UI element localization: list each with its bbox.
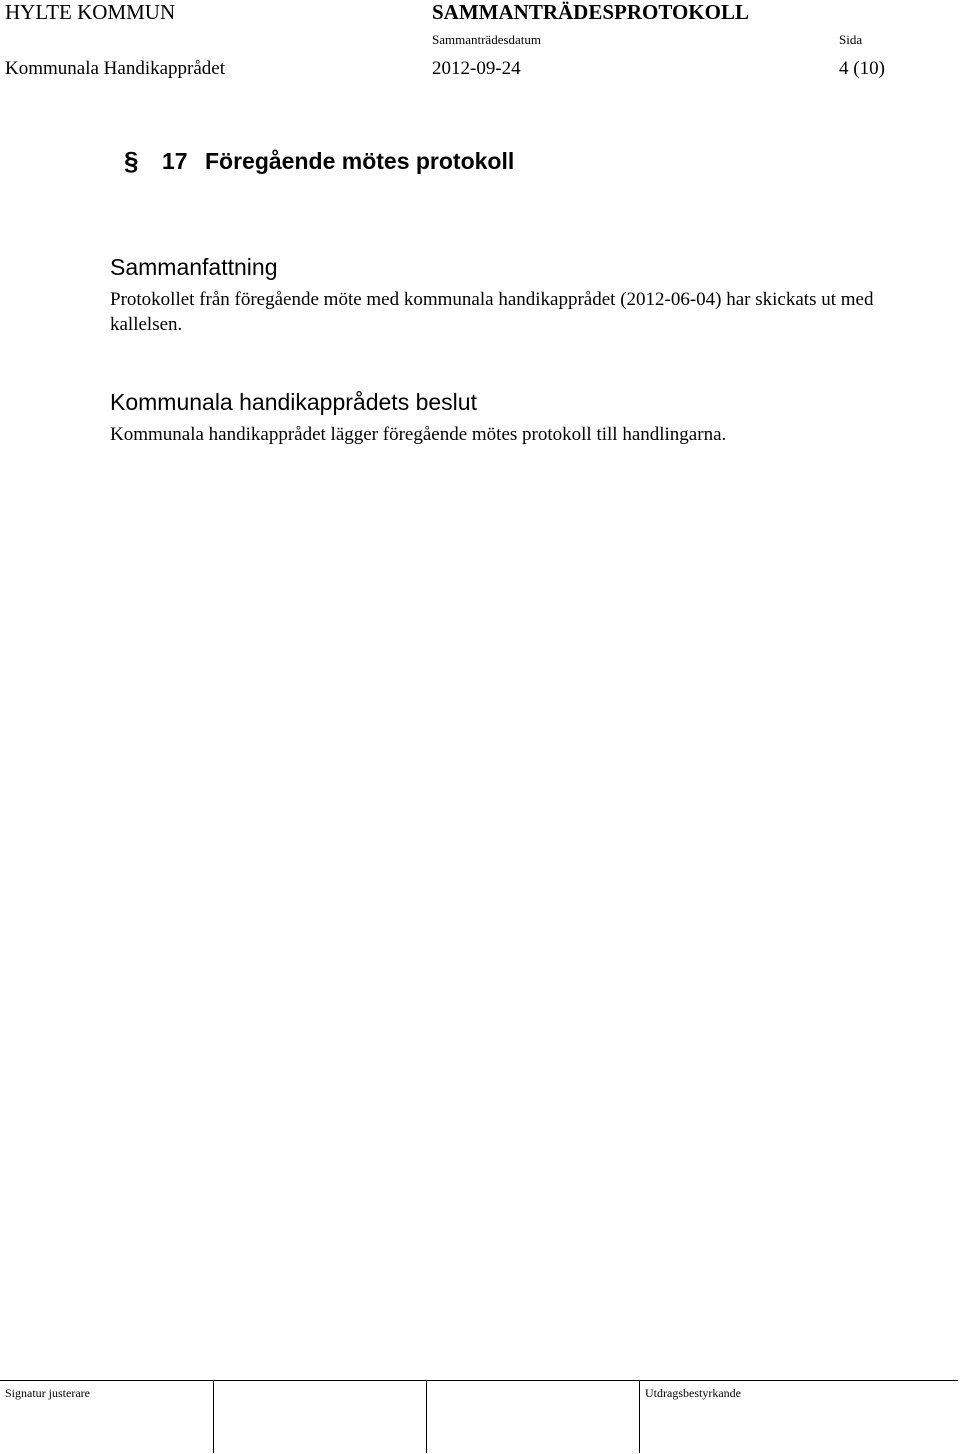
meeting-date: 2012-09-24 <box>432 58 521 79</box>
page-number: 4 (10) <box>839 58 885 79</box>
page-label: Sida <box>839 32 863 47</box>
section-title: Föregående mötes protokoll <box>205 148 515 174</box>
signature-label: Signatur justerare <box>5 1386 90 1400</box>
signature-box <box>0 1381 214 1453</box>
organization-name: HYLTE KOMMUN <box>5 0 176 24</box>
signature-box <box>427 1381 640 1453</box>
signature-footer <box>0 1380 958 1453</box>
summary-heading: Sammanfattning <box>110 254 278 280</box>
summary-text: Protokollet från föregående möte med kommunala handikapprådet (2012-06-04) har skickats ut med kallelsen. <box>110 289 874 335</box>
section-number: 17 <box>162 148 188 174</box>
extract-box <box>640 1381 958 1453</box>
meeting-date-label: Sammanträdesdatum <box>432 32 542 47</box>
extract-label: Utdragsbestyrkande <box>645 1386 741 1400</box>
committee-name: Kommunala Handikapprådet <box>5 58 226 79</box>
decision-text: Kommunala handikapprådet lägger föregående mötes protokoll till handlingarna. <box>110 424 727 445</box>
section-sign: § <box>124 146 139 176</box>
decision-heading: Kommunala handikapprådets beslut <box>110 389 477 415</box>
signature-box <box>214 1381 427 1453</box>
document-type: SAMMANTRÄDESPROTOKOLL <box>432 0 749 24</box>
